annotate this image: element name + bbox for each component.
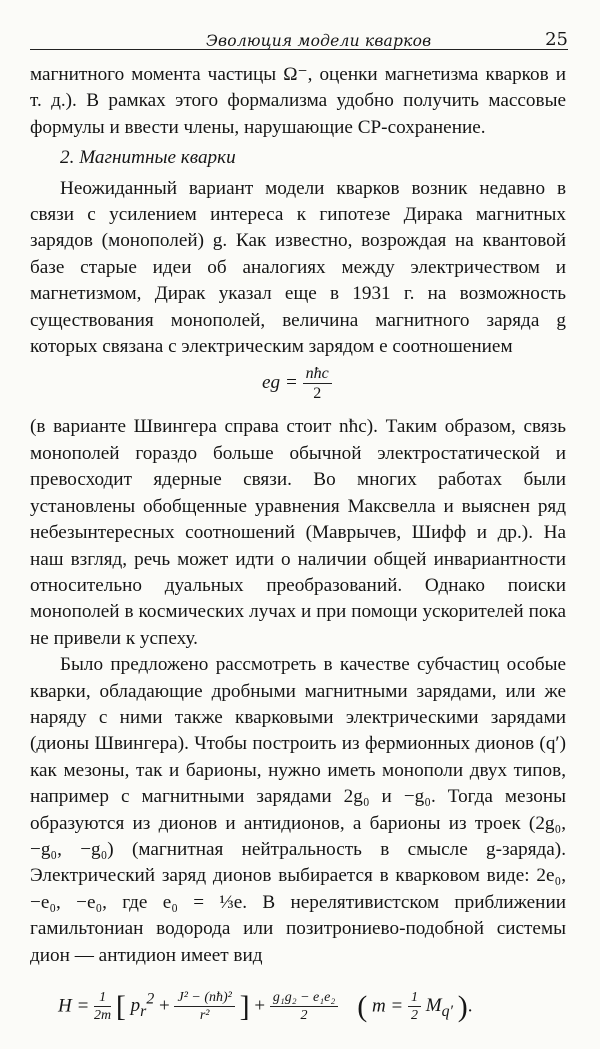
header-rule: [30, 49, 568, 50]
page-body: [30, 62, 566, 1049]
hamiltonian-lhs: H =: [58, 995, 90, 1017]
charge-fraction: $\frac{\text{g₁g₂ − e₁e₂}}{2}$: [270, 989, 338, 1024]
half-fraction: $\frac{1}{2}$: [408, 989, 421, 1024]
hamiltonian-formula: H = $\frac{1}{2m}$ [ $p_r^2$ + $\frac{\text{J² − (nħ)²}}{\text{r²}}$ ] + $\frac{\text{g₁g₂ − e₁e₂}}{2}$ ( m = $\frac{1}{2}$ $M_{q'}$ ).: [58, 989, 473, 1024]
right-bracket: ]: [239, 989, 250, 1023]
paragraph-magnetic-quarks: Неожиданный вариант модели кварков возник недавно в связи с усилением интереса к гипотезе Дирака магнитных зарядов (монополей) g. Как известно, возрождая на квантовой базе старые идеи об аналогиях между электричеством и магнетизмом, Дирак указал еще в 1931 г. на возможность существования монополей, величина магнитного заряда g которых связана с электрическим зарядом e соотношением: [30, 177, 566, 358]
mass-definition: m =: [371, 995, 404, 1017]
dirac-condition-formula: [30, 360, 566, 414]
paragraph-schwinger: (в варианте Швингера справа стоит nħc). Таким образом, связь монополей гораздо больше обычной электростатической и превосходит ядерные связи. Во многих работах были установлены обобщенные уравнения Максвелла и выяснен ряд небезынтересных соотношений (Маврычев, Шифф и др.). На наш взгляд, речь может идти о наличии общей инвариантности относительно дуальных преобразований. Однако поиски монополей в космических лучах и при помощи ускорителей пока не привели к успеху.: [30, 416, 566, 649]
page-number: 25: [545, 29, 568, 50]
running-title: Эволюция модели кварков: [206, 32, 432, 50]
fraction-numerator: nħc: [303, 364, 332, 384]
page-header: [30, 26, 568, 50]
formula-lhs: eg =: [262, 372, 298, 394]
left-paren: (: [357, 989, 368, 1023]
paragraph-dyons: Было предложено рассмотреть в качестве субчастиц особые кварки, обладающие дробными магнитными зарядами, или же наряду с ними также кварковыми электрическими зарядами (дионы Швингера). Чтобы построить из фермионных дионов (q′) как мезоны, так и барионы, нужно иметь монополи двух типов, например с магнитными зарядами 2g₀ и −g₀. Тогда мезоны образуются из дионов и антидионов, а барионы из троек (2g₀, −g₀, −g₀) (магнитная нейтральность в смысле g-заряда). Электрический заряд дионов выбирается в кварковом виде: 2e₀, −e₀, −e₀, где e₀ = ⅓e. В нерелятивистском приближении гамильтониан водорода или позитрониево-подобной системы дион — антидион имеет вид: [30, 654, 566, 966]
momentum-term: $p_r^2$: [130, 991, 155, 1021]
paragraph-continued: магнитного момента частицы Ω⁻, оценки магнетизма кварков и т. д.). В рамках этого формализма удобно получить массовые формулы и ввести члены, нарушающие CP-сохранение.: [30, 64, 566, 138]
formula-fraction: [303, 364, 332, 403]
quark-mass: $M_{q'}$: [425, 995, 453, 1021]
fraction-denominator: 2: [313, 385, 322, 403]
section-title: 2. Магнитные кварки: [60, 147, 236, 169]
left-bracket: [: [115, 989, 126, 1023]
fraction-1-over-2m: $\frac{1}{2m}$: [94, 990, 112, 1024]
angular-momentum-fraction: $\frac{\text{J² − (nħ)²}}{\text{r²}}$: [174, 989, 234, 1024]
right-paren: ): [457, 989, 468, 1023]
